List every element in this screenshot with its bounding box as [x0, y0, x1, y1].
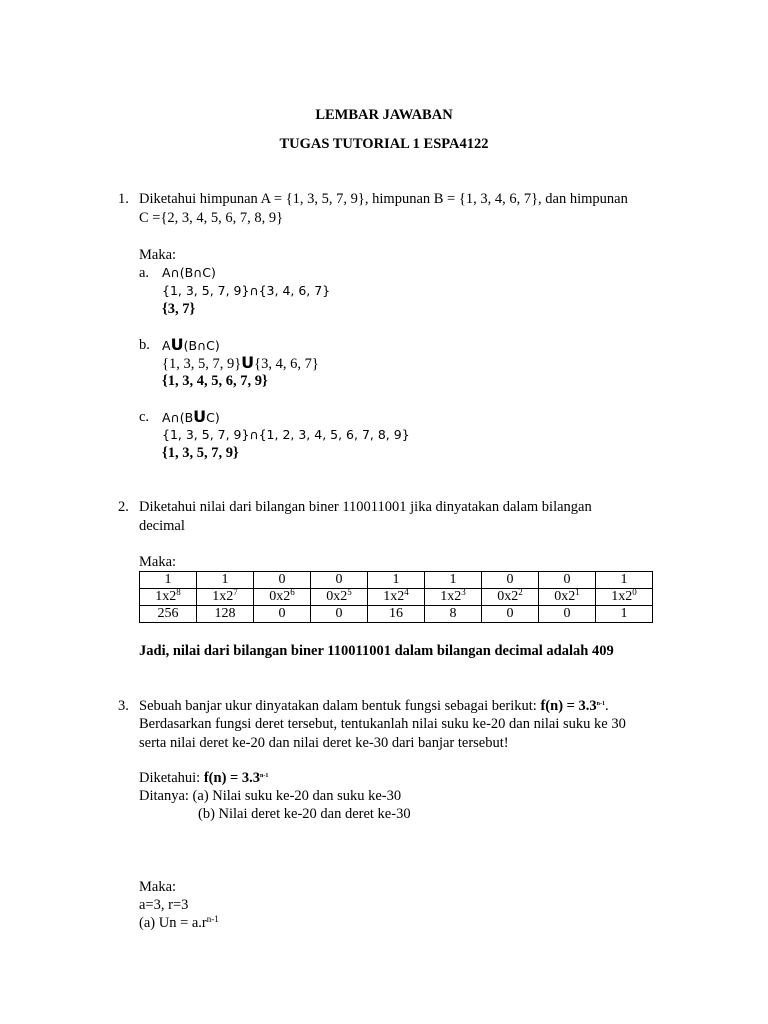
item-letter: c. — [139, 409, 150, 425]
table-cell: $1x2^4$ — [368, 589, 425, 606]
set-expression: A∩(BUC) — [162, 407, 220, 426]
table-cell: 1 — [197, 572, 254, 589]
question-number: 1. — [118, 191, 129, 207]
table-cell: 1 — [140, 572, 197, 589]
table-cell: 0 — [254, 572, 311, 589]
table-cell: $0x2^1$ — [539, 589, 596, 606]
question-text-line: serta nilai deret ke-20 dan nilai deret ke-30 dari banjar tersebut! — [139, 735, 509, 751]
table-cell: 0 — [539, 606, 596, 623]
table-row — [140, 572, 653, 589]
table-row — [140, 606, 653, 623]
formula-line: (a) $Un = a.r^{n-1}$ — [139, 914, 219, 931]
maka-label: Maka: — [139, 879, 177, 895]
conclusion-text: Jadi, nilai dari bilangan biner 110011001 dalam bilangan decimal adalah 409 — [139, 643, 614, 659]
table-cell: 1 — [596, 572, 653, 589]
question-text-line: Berdasarkan fungsi deret tersebut, tentukanlah nilai suku ke-20 dan nilai suku ke 30 — [139, 716, 626, 732]
table-cell: 1 — [368, 572, 425, 589]
question-text-line: C ={2, 3, 4, 5, 6, 7, 8, 9} — [139, 210, 284, 226]
question-text-line: Diketahui nilai dari bilangan biner 110011001 jika dinyatakan dalam bilangan — [139, 499, 592, 515]
ditanya-line: (b) Nilai deret ke-20 dan deret ke-30 — [198, 806, 411, 822]
given-values: a=3, r=3 — [139, 897, 189, 913]
question-text-line: decimal — [139, 518, 185, 534]
set-expression: A∩(B∩C) — [162, 265, 216, 280]
set-step: {1, 3, 5, 7, 9}∩{3, 4, 6, 7} — [162, 283, 331, 298]
page-title: LEMBAR JAWABAN — [315, 107, 453, 123]
set-result: {3, 7} — [162, 301, 196, 317]
table-cell: 8 — [425, 606, 482, 623]
table-cell: $1x2^0$ — [596, 589, 653, 606]
table-cell: 0 — [311, 572, 368, 589]
diketahui-line: Diketahui: $f(n) = 3.3^{n-1}$ — [139, 770, 269, 786]
table-cell: $1x2^8$ — [140, 589, 197, 606]
table-cell: $0x2^5$ — [311, 589, 368, 606]
question-number: 3. — [118, 698, 129, 714]
table-cell: $1x2^7$ — [197, 589, 254, 606]
question-text-line: Sebuah banjar ukur dinyatakan dalam bentuk fungsi sebagai berikut: $f(n) = 3.3^{n-1}$. — [139, 698, 609, 714]
table-cell: $1x2^3$ — [425, 589, 482, 606]
set-expression: AU(B∩C) — [162, 335, 220, 354]
binary-conversion-table — [139, 571, 653, 623]
table-cell: $0x2^2$ — [482, 589, 539, 606]
table-cell: 1 — [596, 606, 653, 623]
set-result: {1, 3, 4, 5, 6, 7, 9} — [162, 373, 268, 389]
question-number: 2. — [118, 499, 129, 515]
table-cell: 0 — [311, 606, 368, 623]
table-cell: 0 — [254, 606, 311, 623]
table-row — [140, 589, 653, 606]
ditanya-line: Ditanya: (a) Nilai suku ke-20 dan suku ke-30 — [139, 788, 402, 804]
table-cell: 0 — [482, 606, 539, 623]
table-cell: 0 — [539, 572, 596, 589]
item-letter: a. — [139, 265, 150, 281]
maka-label: Maka: — [139, 554, 177, 570]
set-step: {1, 3, 5, 7, 9}∩{1, 2, 3, 4, 5, 6, 7, 8, 9} — [162, 427, 410, 442]
page-subtitle: TUGAS TUTORIAL 1 ESPA4122 — [279, 136, 489, 152]
table-cell: $0x2^6$ — [254, 589, 311, 606]
table-cell: 256 — [140, 606, 197, 623]
maka-label: Maka: — [139, 247, 177, 263]
question-text-line: Diketahui himpunan A = {1, 3, 5, 7, 9}, himpunan B = {1, 3, 4, 6, 7}, dan himpunan — [139, 191, 628, 207]
table-cell: 1 — [425, 572, 482, 589]
item-letter: b. — [139, 337, 150, 353]
table-cell: 0 — [482, 572, 539, 589]
set-step: {1, 3, 5, 7, 9}U{3, 4, 6, 7} — [162, 353, 319, 372]
table-cell: 16 — [368, 606, 425, 623]
table-cell: 128 — [197, 606, 254, 623]
set-result: {1, 3, 5, 7, 9} — [162, 445, 239, 461]
